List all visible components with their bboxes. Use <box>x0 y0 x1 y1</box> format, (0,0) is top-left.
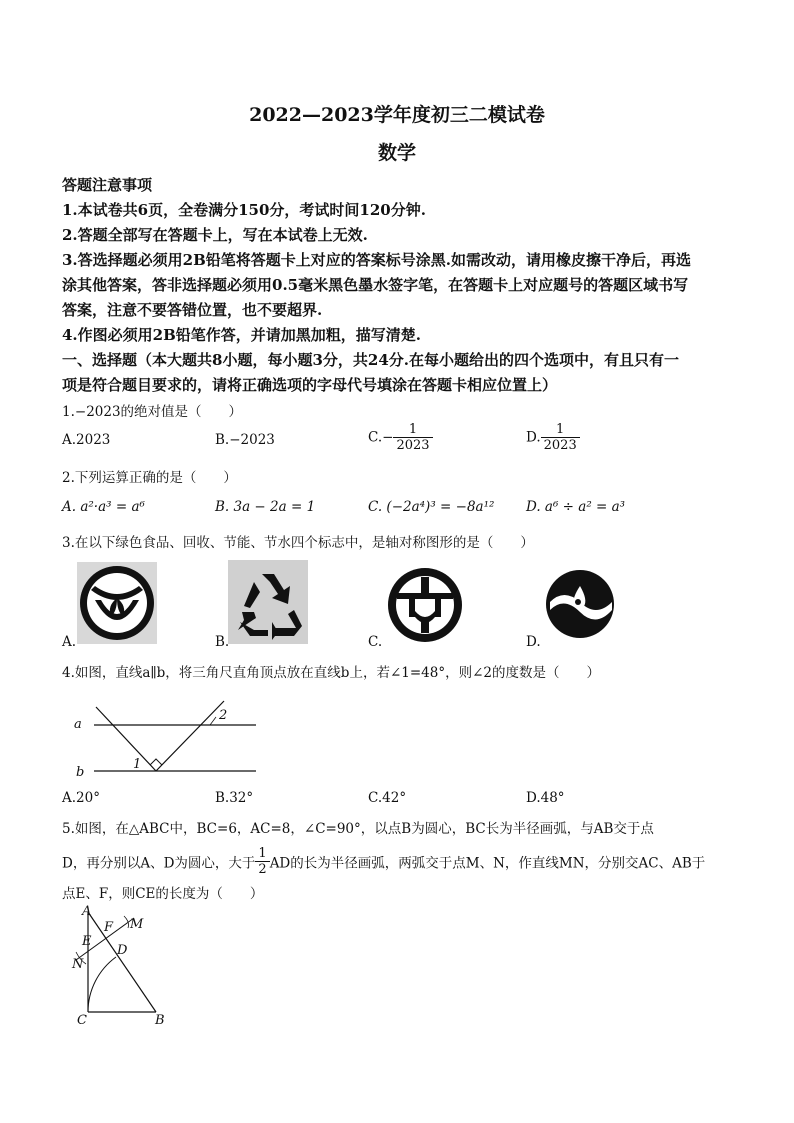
energy-saving-logo <box>385 565 465 645</box>
fraction-denominator: 2023 <box>396 438 430 453</box>
question-4-stem: 4.如图，直线a∥b，将三角尺直角顶点放在直线b上，若∠1=48°，则∠2的度数是（ ） <box>62 665 600 681</box>
point-b-label: B <box>155 1013 165 1028</box>
fraction-numerator: 1 <box>393 422 432 438</box>
point-a-label: A <box>82 904 92 919</box>
subject-title: 数学 <box>377 142 416 164</box>
section-heading: 一、选择题（本大题共8小题，每小题3分，共24分.在每小题给出的四个选项中，有且只有一 <box>62 351 679 369</box>
exam-title: 2022—2023学年度初三二模试卷 <box>249 104 545 126</box>
fraction-numerator: 1 <box>541 422 580 438</box>
q1-option-d-prefix: D. <box>526 429 541 446</box>
angle-1-label: 1 <box>133 757 142 772</box>
note-line: 涂其他答案，答非选择题必须用0.5毫米黑色墨水签字笔，在答题卡上对应题号的答题区域书写 <box>62 276 689 294</box>
note-line: 3.答选择题必须用2B铅笔将答题卡上对应的答案标号涂黑.如需改动，请用橡皮擦干净后，再选 <box>62 251 692 269</box>
q5-line2-end: AD的长为半径画弧，两弧交于点M、N，作直线MN，分别交AC、AB于 <box>269 855 706 872</box>
q1-option-c-prefix: C.− <box>368 429 394 446</box>
q3-option-d: D. <box>526 634 541 650</box>
q5-line2-start: D，再分别以A、D为圆心，大于 <box>62 855 256 872</box>
question-5-line: 点E、F，则CE的长度为（ ） <box>62 886 264 902</box>
fraction-denominator: 2023 <box>543 438 577 453</box>
note-line: 4.作图必须用2B铅笔作答，并请加黑加粗，描写清楚. <box>62 326 421 344</box>
q1-option-d <box>526 422 580 453</box>
fraction <box>393 422 432 453</box>
question-3-stem: 3.在以下绿色食品、回收、节能、节水四个标志中，是轴对称图形的是（ ） <box>62 535 534 551</box>
q3-option-c: C. <box>368 634 383 650</box>
question-5-line: 5.如图，在△ABC中，BC=6，AC=8，∠C=90°，以点B为圆心，BC长为半径画弧，与AB交于点 <box>62 821 654 837</box>
point-m-label: M <box>130 917 144 932</box>
point-d-label: D <box>117 943 128 958</box>
q4-option-a: A.20° <box>62 790 100 806</box>
q4-option-b: B.32° <box>215 790 254 806</box>
parallel-lines-figure <box>70 695 270 787</box>
q4-option-d: D.48° <box>526 790 565 806</box>
q1-option-b: B.−2023 <box>215 432 275 448</box>
fraction-denominator: 2 <box>258 862 267 877</box>
q2-option-a: A. a²·a³ = a⁶ <box>62 499 145 515</box>
line-b-label: b <box>76 765 85 780</box>
q3-option-a: A. <box>62 634 77 650</box>
recycle-logo <box>228 560 308 644</box>
note-line: 1.本试卷共6页，全卷满分150分，考试时间120分钟. <box>62 201 426 219</box>
angle-2-label: 2 <box>219 708 228 723</box>
notes-heading: 答题注意事项 <box>62 176 153 194</box>
section-heading-cont: 项是符合题目要求的，请将正确选项的字母代号填涂在答题卡相应位置上） <box>62 376 558 394</box>
question-2-stem: 2.下列运算正确的是（ ） <box>62 470 237 486</box>
note-line: 2.答题全部写在答题卡上，写在本试卷上无效. <box>62 226 368 244</box>
note-line: 答案，注意不要答错位置，也不要超界. <box>62 301 323 319</box>
fraction <box>541 422 580 453</box>
point-n-label: N <box>72 957 84 972</box>
q2-option-b: B. 3a − 2a = 1 <box>215 499 316 515</box>
point-f-label: F <box>104 920 114 935</box>
line-a-label: a <box>74 717 82 732</box>
q2-option-d: D. a⁶ ÷ a² = a³ <box>526 499 626 515</box>
q4-option-c: C.42° <box>368 790 407 806</box>
question-5-line <box>62 846 705 877</box>
q1-option-a: A.2023 <box>62 432 111 448</box>
green-food-logo <box>77 562 157 644</box>
question-1-stem: 1.−2023的绝对值是（ ） <box>62 404 243 420</box>
q1-option-c <box>368 422 433 453</box>
q2-option-c: C. (−2a⁴)³ = −8a¹² <box>368 499 495 515</box>
q3-option-b: B. <box>215 634 230 650</box>
water-saving-logo <box>544 566 616 642</box>
fraction-numerator: 1 <box>255 846 269 862</box>
point-e-label: E <box>82 934 92 949</box>
fraction <box>255 846 269 877</box>
point-c-label: C <box>77 1013 87 1028</box>
